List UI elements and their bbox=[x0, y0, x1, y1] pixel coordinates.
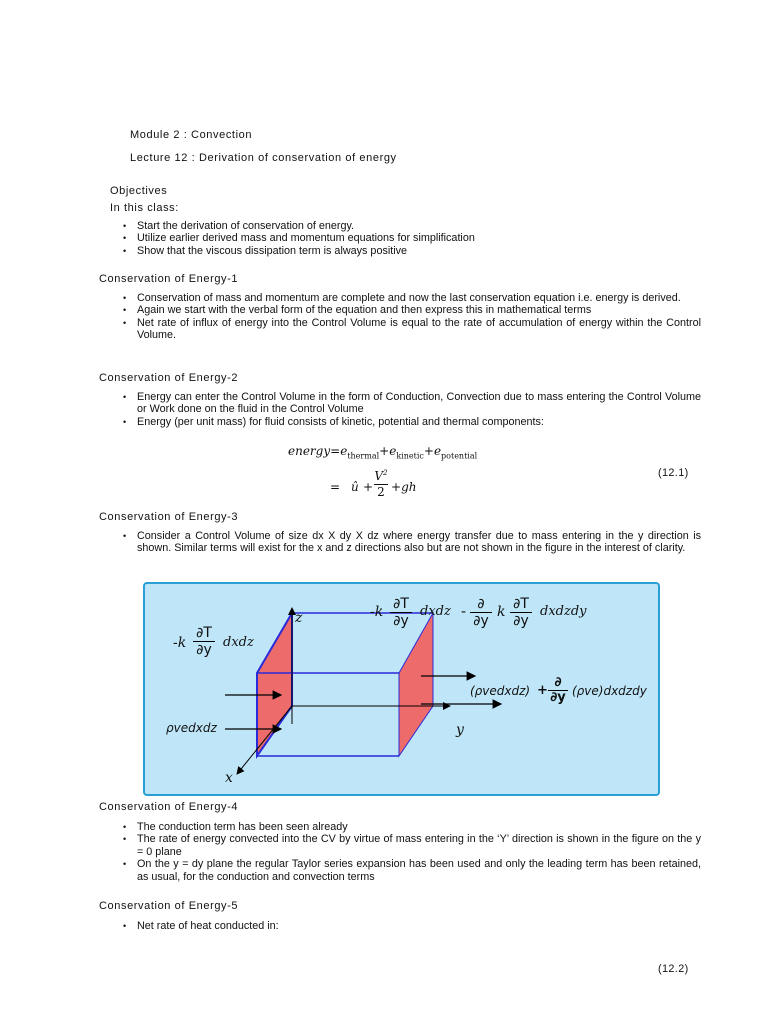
convection-in-term: ρvedxdz bbox=[166, 721, 217, 735]
lecture-title: Lecture 12 : Derivation of conservation of energy bbox=[130, 152, 397, 164]
eq-u-hat: û bbox=[351, 480, 359, 494]
equation-number: (12.2) bbox=[658, 963, 689, 975]
list-item: • Consider a Control Volume of size dx X dy X dz where energy transfer due to mass entering in the y direction is shown. Similar terms will exist for the x and z directions also but are not shown in the figure in the interest of clarity. bbox=[137, 530, 701, 555]
convection-out-term: (ρvedxdz) + ∂ ∂y (ρve)dxdzdy bbox=[470, 675, 647, 705]
section-heading: Conservation of Energy-3 bbox=[99, 511, 239, 523]
objectives-list bbox=[137, 220, 697, 257]
list-item: • Again we start with the verbal form of the equation and then express this in mathematical terms bbox=[137, 304, 701, 316]
section-list bbox=[137, 292, 701, 342]
axis-z-label: z bbox=[295, 610, 303, 626]
section-list bbox=[137, 821, 701, 883]
conduction-out-term: -k ∂T ∂y dxdz - ∂ ∂y k ∂T ∂y dxdzdy bbox=[370, 596, 587, 629]
list-item: • The rate of energy convected into the CV by virtue of mass entering in the ‘Y’ direction is shown in the figure on the y = 0 plane bbox=[137, 833, 701, 858]
control-volume-figure bbox=[143, 582, 660, 796]
eq-sub-potential: potential bbox=[441, 451, 478, 461]
eq-fraction: $V^2$ 2 bbox=[374, 469, 388, 499]
list-item: • Net rate of heat conducted in: bbox=[137, 920, 701, 932]
axis-y-label: y bbox=[456, 722, 464, 738]
eq-sub-thermal: thermal bbox=[347, 451, 380, 461]
list-item: • Utilize earlier derived mass and momentum equations for simplification bbox=[137, 232, 697, 244]
list-item: • Conservation of mass and momentum are complete and now the last conservation equation i.e. energy is derived. bbox=[137, 292, 701, 304]
list-item: • Energy (per unit mass) for fluid consists of kinetic, potential and thermal components: bbox=[137, 416, 701, 428]
eq-lhs: energy bbox=[288, 444, 331, 458]
module-title: Module 2 : Convection bbox=[130, 129, 253, 141]
section-heading: Conservation of Energy-5 bbox=[99, 900, 239, 912]
conduction-in-term: -k ∂T ∂y dxdz bbox=[173, 625, 254, 658]
equation-12-1: $energy=e_{thermal}+e_{kinetic}+e_{potential}$ = û + $V^2$ 2 +gh bbox=[288, 444, 478, 499]
section-heading: Conservation of Energy-4 bbox=[99, 801, 239, 813]
axis-x-label: x bbox=[225, 770, 233, 786]
section-list bbox=[137, 920, 701, 932]
objectives-heading: Objectives bbox=[110, 185, 168, 197]
section-heading: Conservation of Energy-2 bbox=[99, 372, 239, 384]
equation-number: (12.1) bbox=[658, 467, 689, 479]
list-item: • Show that the viscous dissipation term is always positive bbox=[137, 245, 697, 257]
section-list bbox=[137, 530, 701, 555]
list-item: • Net rate of influx of energy into the Control Volume is equal to the rate of accumulation of energy within the Control Volume. bbox=[137, 317, 701, 342]
list-item: • Start the derivation of conservation of energy. bbox=[137, 220, 697, 232]
section-list bbox=[137, 391, 701, 428]
list-item: • Energy can enter the Control Volume in the form of Conduction, Convection due to mass entering the Control Volume or Work done on the fluid in the Control Volume bbox=[137, 391, 701, 416]
eq-sub-kinetic: kinetic bbox=[396, 451, 424, 461]
objectives-intro: In this class: bbox=[110, 202, 179, 214]
list-item: • The conduction term has been seen already bbox=[137, 821, 701, 833]
list-item: • On the y = dy plane the regular Taylor series expansion has been used and only the leading term has been retained, as usual, for the conduction and convection terms bbox=[137, 858, 701, 883]
section-heading: Conservation of Energy-1 bbox=[99, 273, 239, 285]
